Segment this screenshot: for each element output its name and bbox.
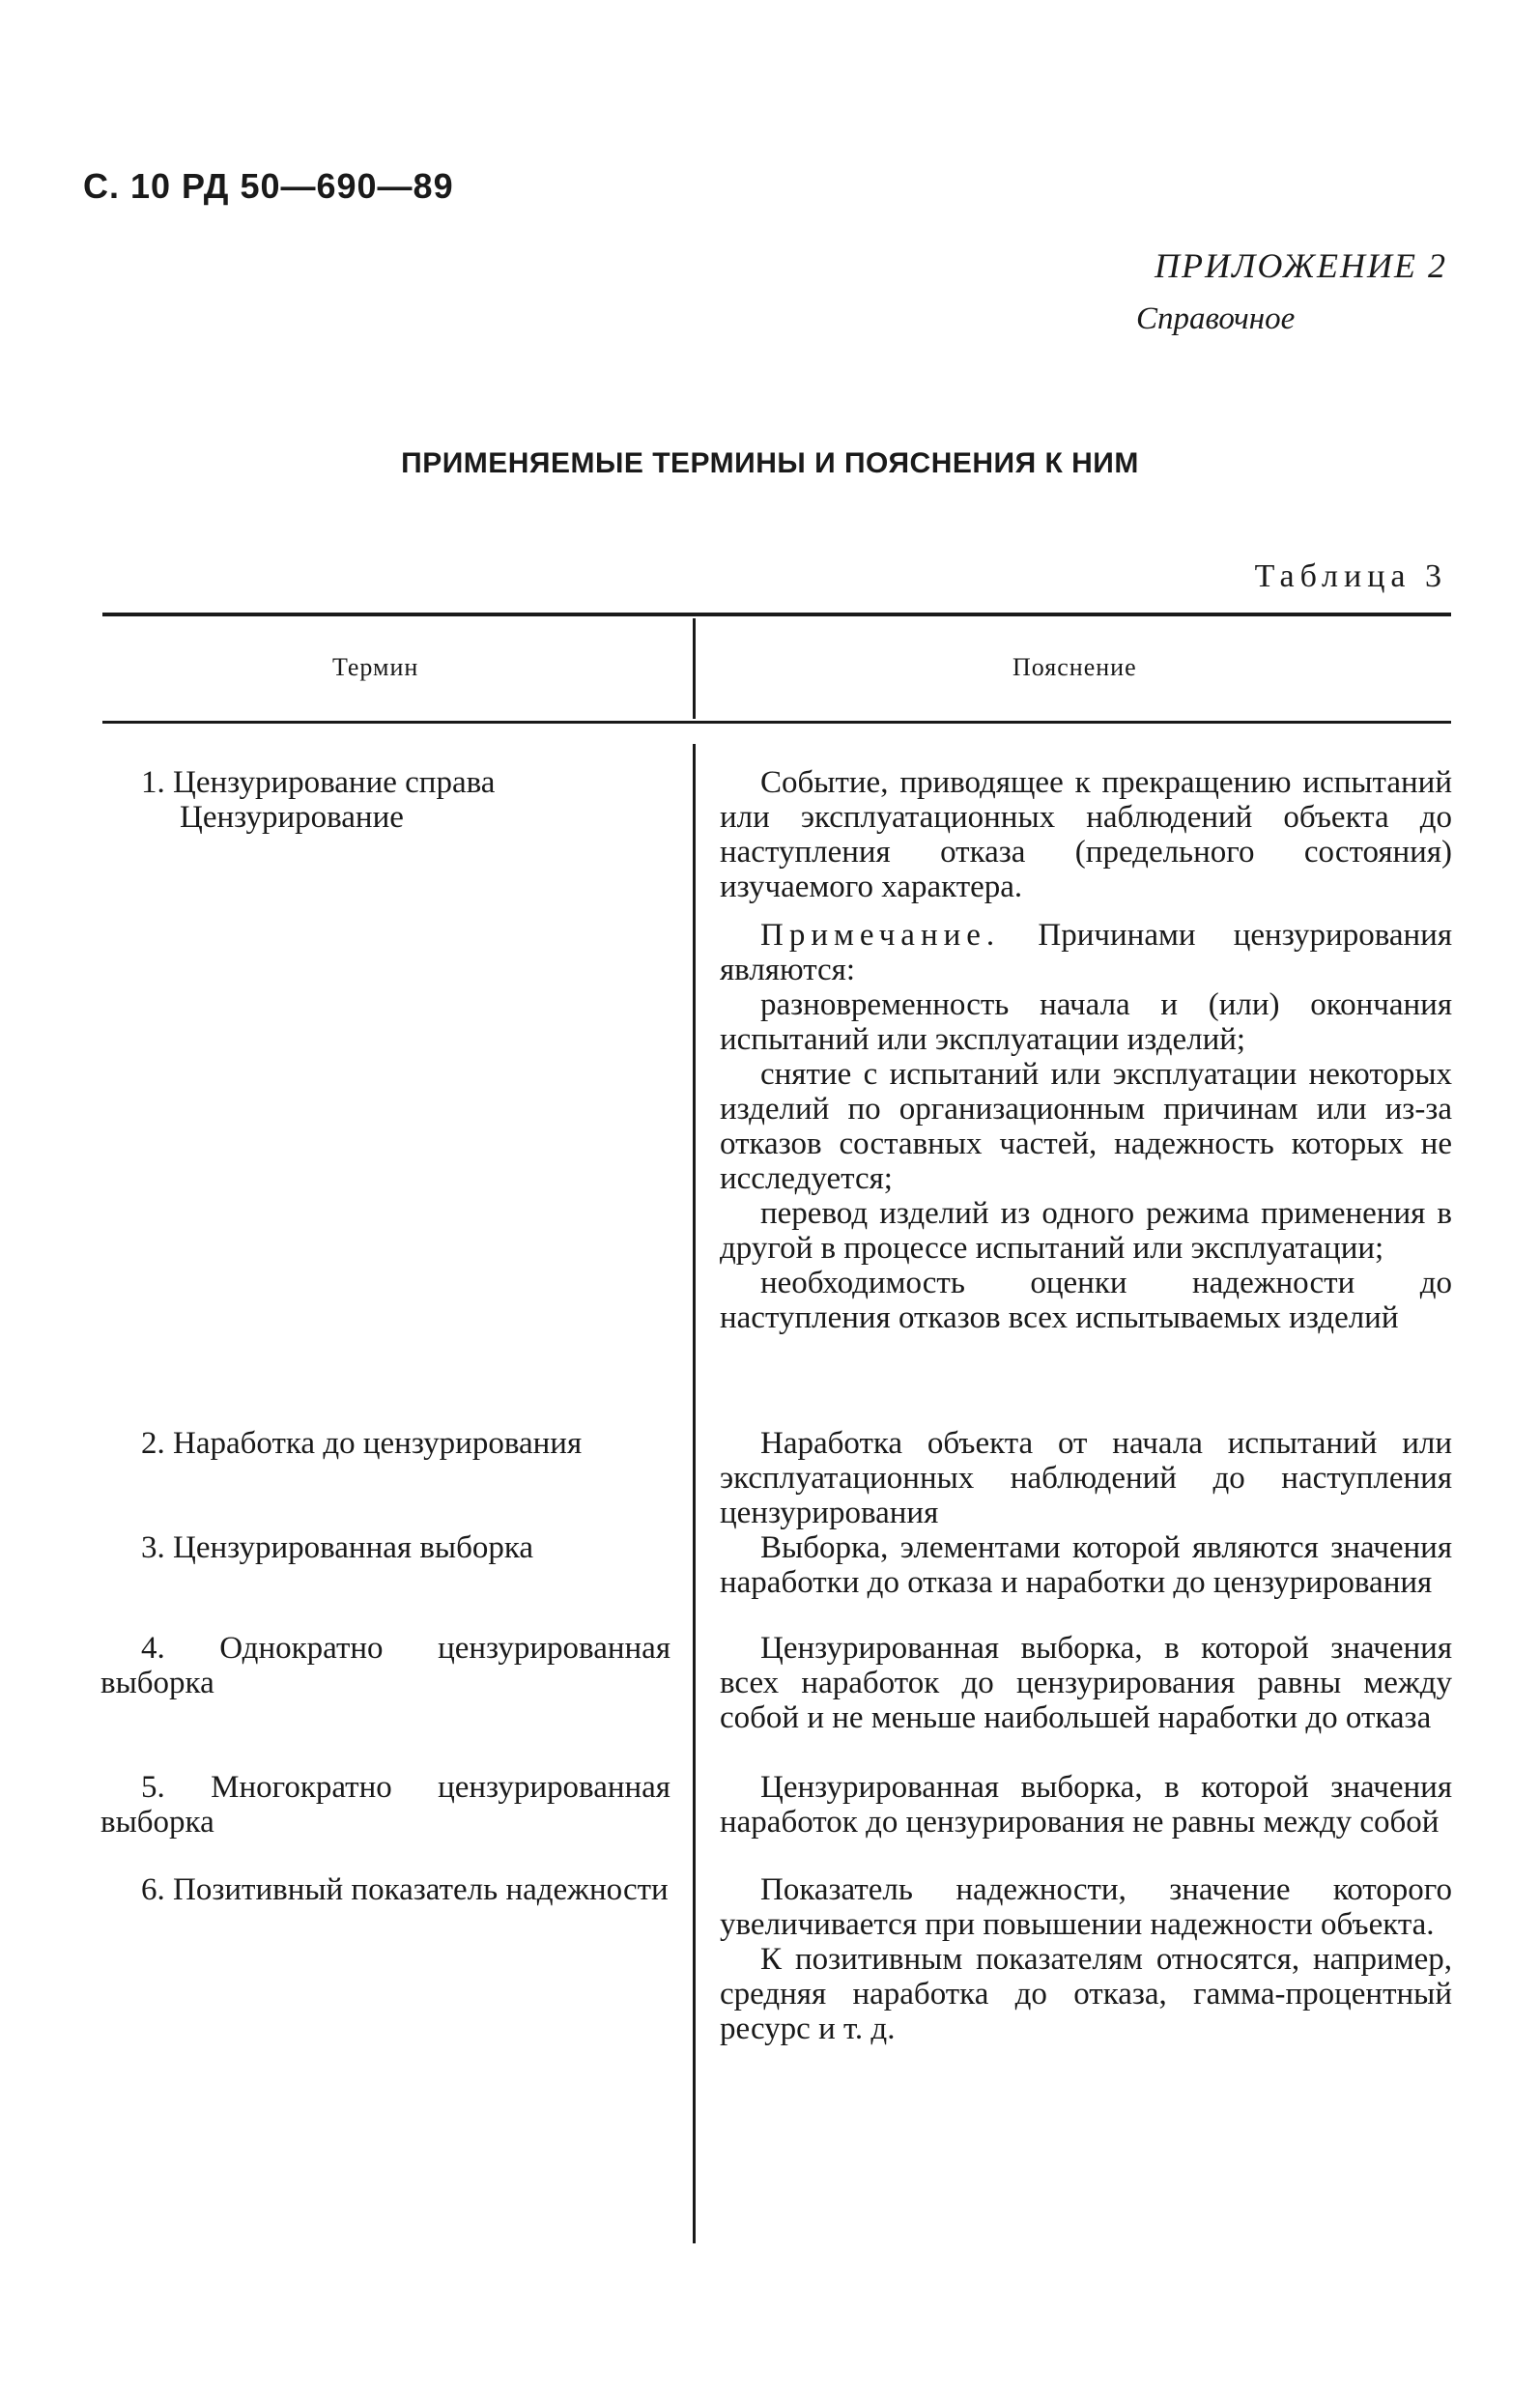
- appendix-title: ПРИЛОЖЕНИЕ 2: [1155, 246, 1447, 285]
- term-2: [100, 1426, 670, 1461]
- explanation-3-text: Выборка, элементами которой являются значения наработки до отказа и наработки до цензурирования: [720, 1530, 1452, 1600]
- column-header-explanation: Пояснение: [1012, 653, 1137, 681]
- table-header-rule: [102, 721, 1451, 724]
- note-item-2: снятие с испытаний или эксплуатации некоторых изделий по организационным причинам или из-за отказов составных частей, надежность которых не исследуется;: [720, 1057, 1452, 1196]
- explanation-6-text: Показатель надежности, значение которого увеличивается при повышении надежности объекта.: [720, 1872, 1452, 1942]
- term-4-text: 4. Однократно цензурированная выборка: [100, 1631, 670, 1700]
- table-column-divider-header: [693, 618, 696, 719]
- term-1-line-1: 1. Цензурирование справа: [141, 765, 496, 800]
- term-6-text: 6. Позитивный показатель надежности: [141, 1872, 669, 1907]
- appendix-subtitle: Справочное: [1136, 301, 1296, 336]
- term-4: [100, 1631, 670, 1700]
- note-intro: Причинами цензурирования являются:: [720, 918, 1452, 987]
- explanation-2: [720, 1426, 1452, 1530]
- explanation-3: [720, 1530, 1452, 1600]
- note-item-4: необходимость оценки надежности до наступления отказов всех испытываемых изделий: [720, 1266, 1452, 1335]
- explanation-4: [720, 1631, 1452, 1735]
- table-column-divider-body: [693, 744, 696, 2243]
- explanation-1-text: Событие, приводящее к прекращению испытаний или эксплуатационных наблюдений объекта до наступления отказа (предельного состояния) изучаемого характера.: [720, 765, 1452, 904]
- explanation-4-text: Цензурированная выборка, в которой значения всех наработок до цензурирования равны между собой и не меньше наибольшей наработки до отказа: [720, 1631, 1452, 1735]
- term-5-text: 5. Многократно цензурированная выборка: [100, 1770, 670, 1840]
- note-1-intro-line: [720, 918, 1452, 987]
- explanation-2-text: Наработка объекта от начала испытаний или эксплуатационных наблюдений до наступления цензурирования: [720, 1426, 1452, 1530]
- term-3: [100, 1530, 670, 1565]
- explanation-5: [720, 1770, 1452, 1840]
- term-5: [100, 1770, 670, 1840]
- explanation-5-text: Цензурированная выборка, в которой значения наработок до цензурирования не равны между собой: [720, 1770, 1452, 1840]
- table-label: Таблица 3: [1254, 558, 1447, 594]
- note-item-1: разновременность начала и (или) окончания испытаний или эксплуатации изделий;: [720, 987, 1452, 1057]
- term-1: [100, 765, 670, 835]
- term-2-text: 2. Наработка до цензурирования: [141, 1426, 583, 1461]
- term-3-text: 3. Цензурированная выборка: [141, 1530, 534, 1565]
- page-header: С. 10 РД 50—690—89: [83, 166, 454, 206]
- note-item-3: перевод изделий из одного режима применения в другой в процессе испытаний или эксплуатации;: [720, 1196, 1452, 1266]
- explanation-6-text-2: К позитивным показателям относятся, например, средняя наработка до отказа, гамма-процентный ресурс и т. д.: [720, 1942, 1452, 2046]
- term-6: [100, 1872, 670, 1907]
- note-label: Примечание.: [760, 918, 1001, 953]
- term-1-line-2: Цензурирование: [180, 800, 404, 835]
- document-title: ПРИМЕНЯЕМЫЕ ТЕРМИНЫ И ПОЯСНЕНИЯ К НИМ: [401, 447, 1139, 479]
- table-top-rule: [102, 613, 1451, 616]
- column-header-term: Термин: [332, 653, 419, 681]
- explanation-1: [720, 765, 1452, 1335]
- explanation-6: [720, 1872, 1452, 2046]
